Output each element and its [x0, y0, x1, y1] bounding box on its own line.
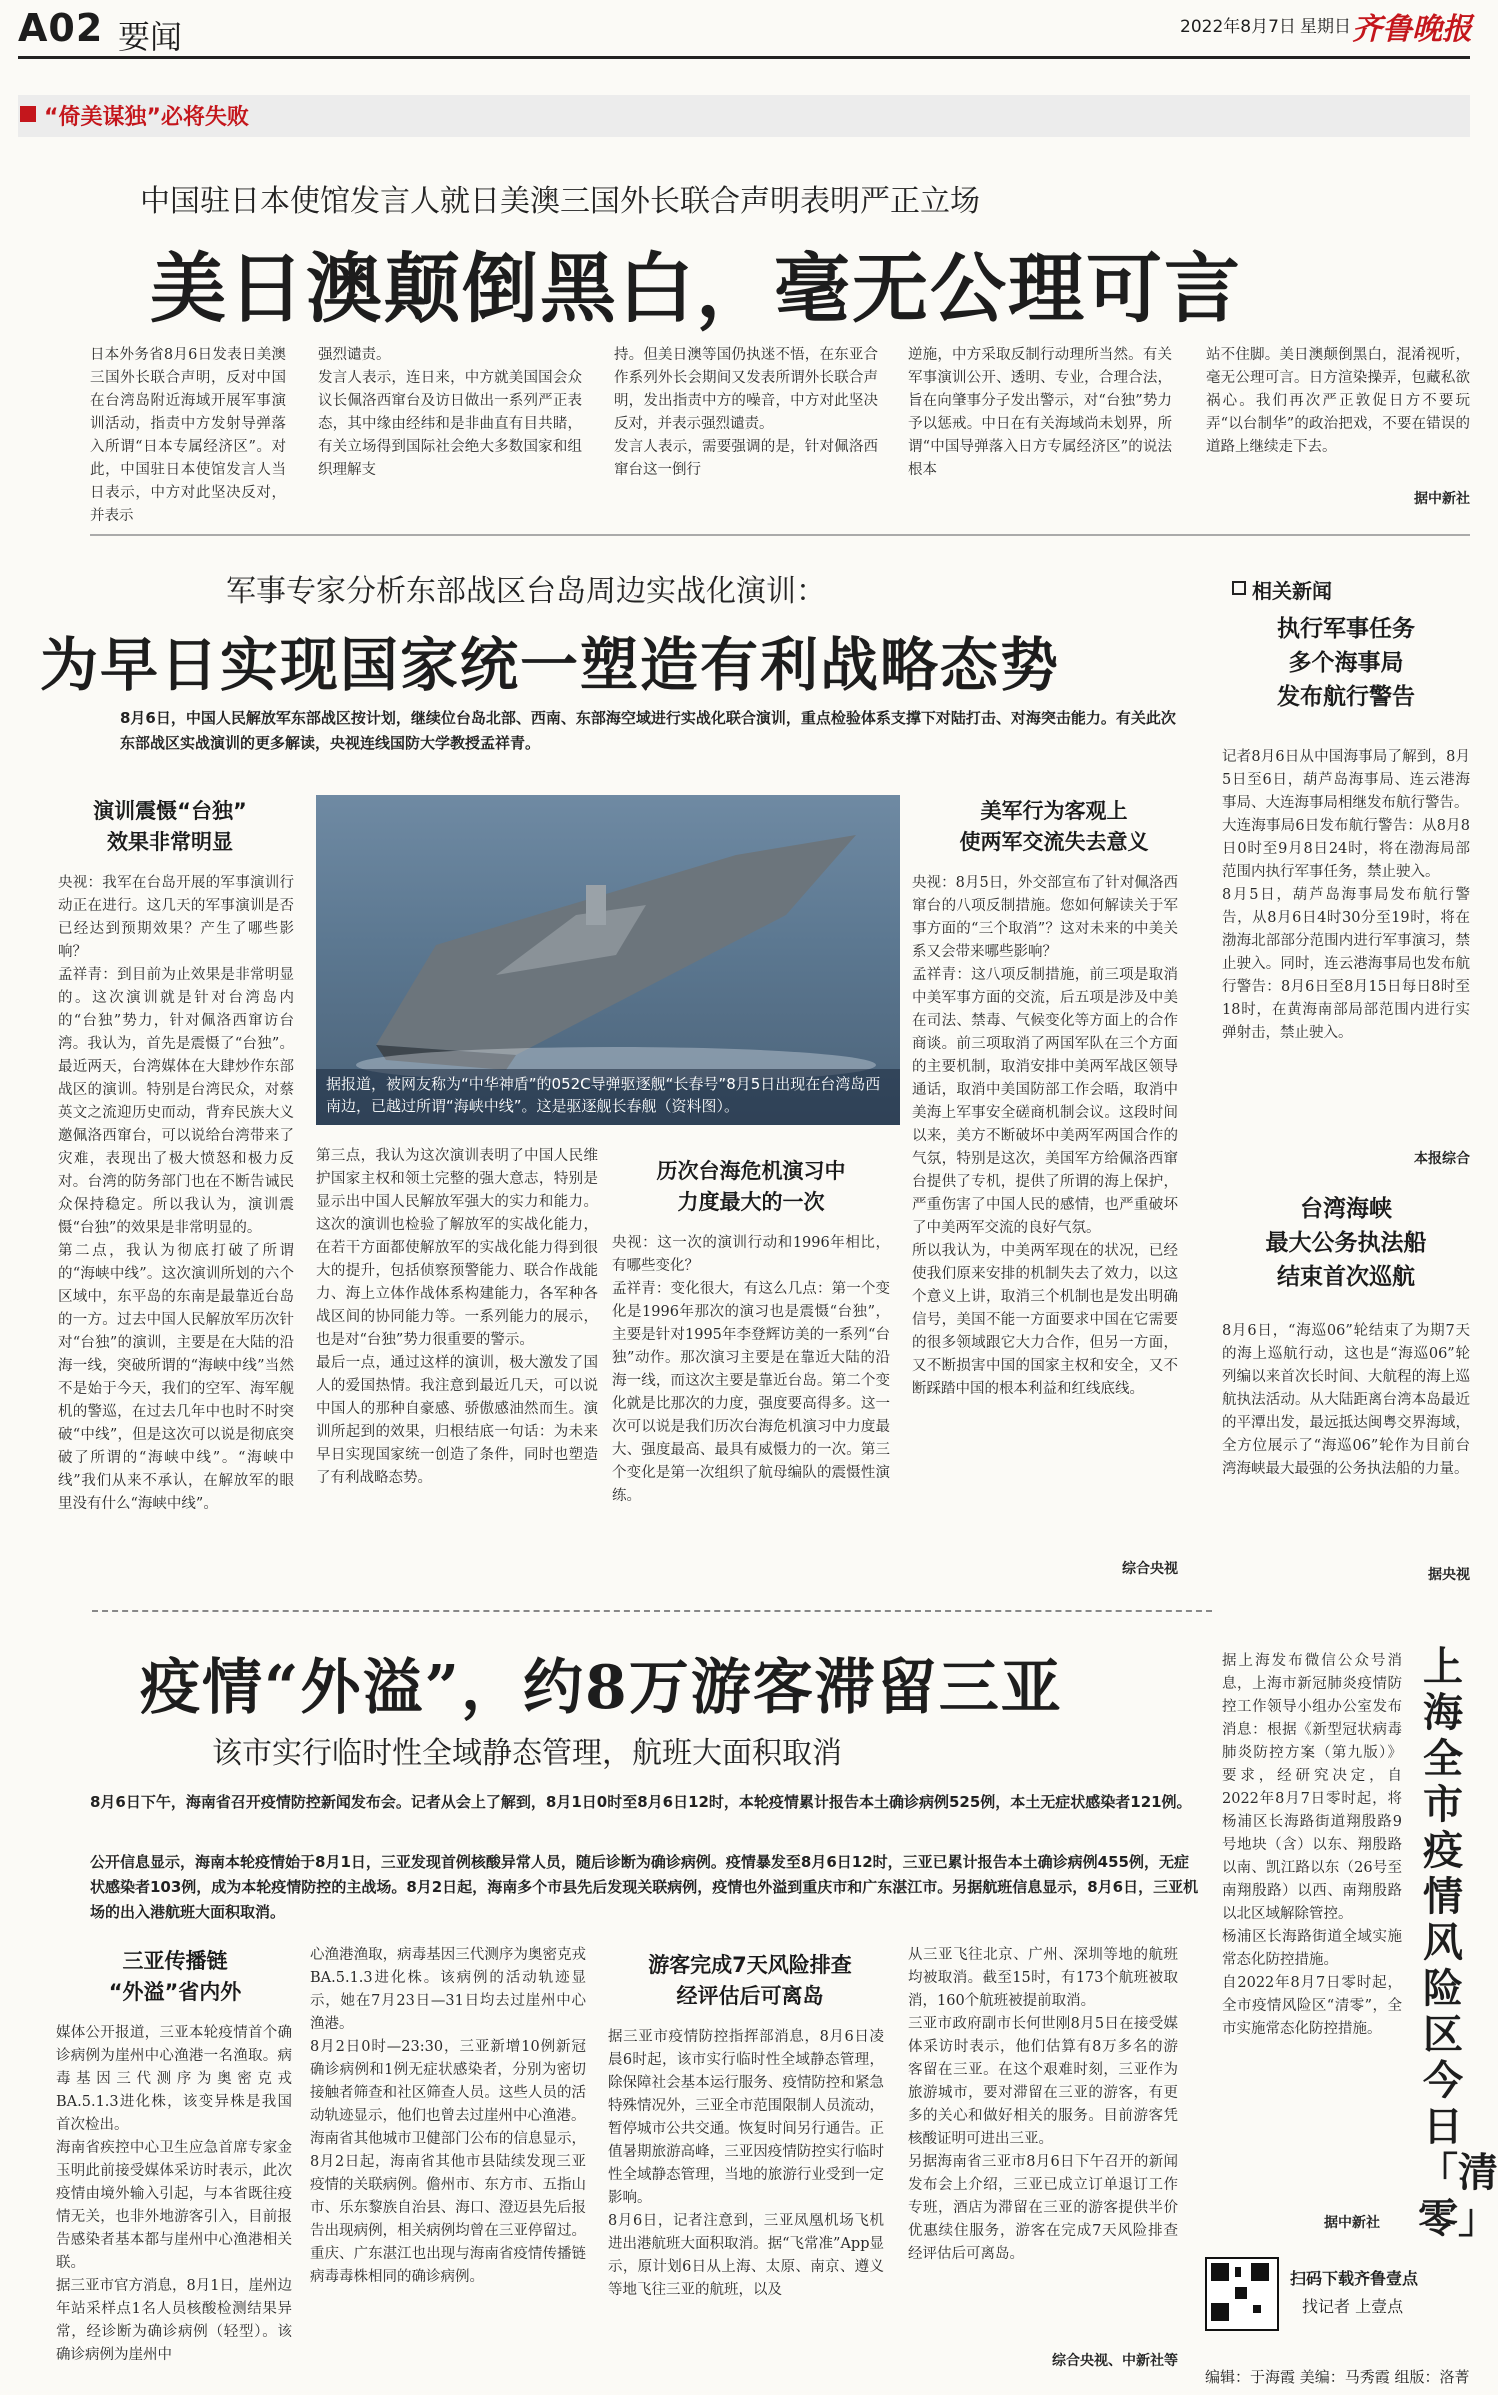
story3-credit: 综合央视、中新社等: [1052, 2353, 1178, 2369]
qr-code[interactable]: [1205, 2257, 1279, 2331]
story2-col-4: 央视：8月5日，外交部宣布了针对佩洛西窜台的八项反制措施。您如何解读关于军事方面的“三个取消”？这对未来的中美关系又会带来哪些影响？ 孟祥青：这八项反制措施，前三项是取消中美军事方面的交流，后五项是涉及中美在司法、禁毒、气候变化等方面上的合作商谈。前三项取消了两国军队在三个方面的主要机制，取消安排中美两军战区领导通话，取消中美国防部工作会晤，取消中美海上军事安全磋商机制会议。这段时间以来，美方不断破坏中美两军两国合作的气氛，特别是这次，美国军方给佩洛西窜台提供了专机，提供了所谓的海上保护，严重伤害了中国人民的感情，也严重破坏了中美两军交流的良好气氛。 所以我认为，中美两军现在的状况，已经使我们原来安排的机制失去了效力，以这个意义上讲，取消三个机制也是发出明确信号，美国不能一方面要求中国在它需要的很多领域跟它大力合作，但另一方面，又不断损害中国的国家主权和安全，又不断踩踏中国的根本利益和红线底线。: [912, 875, 1178, 1397]
story2-col-2: 第三点，我认为这次演训表明了中国人民维护国家主权和领土完整的强大意志，特别是显示出中国人民解放军强大的实力和能力。这次的演训也检验了解放军的实战化能力，在若干方面都使解放军的实战化能力得到很大的提升，包括侦察预警能力、联合作战能力、海上立体作战体系构建能力，各军种各战区间的协同能力等。一系列能力的展示，也是对“台独”势力很重要的警示。 最后一点，通过这样的演训，极大激发了国人的爱国热情。我注意到最近几天，可以说中国人的那种自豪感、骄傲感油然而生。演训所起到的效果，归根结底一句话：为未来早日实现国家统一创造了条件，同时也塑造了有利战略态势。: [316, 1148, 598, 1486]
shanghai-text: 据上海发布微信公众号消息，上海市新冠肺炎疫情防控工作领导小组办公室发布消息：根据《新型冠状病毒肺炎防控方案（第九版）》要求，经研究决定，自2022年8月7日零时起，将杨浦区长海路街道翔殷路9号地块（含）以东、翔殷路以南、凯江路以东（26号至南翔殷路）以西、南翔殷路以北区域解除管控。 杨浦区长海路街道全域实施常态化防控措施。 自2022年8月7日零时起，全市疫情风险区“清零”，全市实施常态化防控措施。: [1222, 1653, 1402, 2037]
qr-caption-1: 扫码下载齐鲁壹点: [1290, 2269, 1419, 2288]
story2-headline: 为早日实现国家统一塑造有利战略态势: [40, 631, 1061, 699]
story1-col-4: 逆施，中方采取反制行动理所当然。有关军事演训公开、透明、专业，合理合法，旨在向肇事分子发出警示，对“台独”势力予以惩戒。中日在有关海域尚未划界，所谓“中国导弹落入日方专属经济区”的说法根本: [908, 347, 1172, 478]
story3-sub-2: 游客完成7天风险排查 经评估后可离岛: [648, 1953, 852, 2008]
staff-credits: 编辑：于海霞 美编：马秀霞 组版：洛菁: [1205, 2368, 1470, 2386]
story2-col-1: 央视：我军在台岛开展的军事演训行动正在进行。这几天的军事演训是否已经达到预期效果？产生了哪些影响？ 孟祥青：到目前为止效果是非常明显的。这次演训就是针对台湾岛内的“台独”势力，针对佩洛西窜访台湾。我认为，首先是震慑了“台独”。最近两天，台湾媒体在大肆炒作东部战区的演训。特别是台湾民众，对蔡英文之流迎历史而动，背弃民族大义邀佩洛西窜台，可以说给台湾带来了灾难，表现出了极大愤怒和极力反对。台湾的防务部门也在不断告诫民众保持稳定。所以我认为，演训震慑“台独”的效果是非常明显的。 第二点，我认为彻底打破了所谓的“海峡中线”。这次演训所划的六个区域中，东平岛的东南是最靠近台岛的一方。过去中国人民解放军历次针对“台独”的演训，主要是在大陆的沿海一线，突破所谓的“海峡中线”当然不是始于今天，我们的空军、海军舰机的警巡，在过去几年中也时不时突破“中线”，但是这次可以说是彻底突破了所谓的“海峡中线”。“海峡中线”我们从来不承认，在解放军的眼里没有什么“海峡中线”。: [58, 875, 294, 1512]
banner-square-icon: [20, 106, 36, 122]
story3-sub-1: 三亚传播链 “外溢”省内外: [108, 1949, 242, 2004]
story2-credit: 综合央视: [1122, 1561, 1178, 1577]
story1-divider: [90, 534, 1470, 536]
story2-kicker: 军事专家分析东部战区台岛周边实战化演训：: [226, 574, 826, 609]
photo-caption: 据报道，被网友称为“中华神盾”的052C导弹驱逐舰“长春号”8月5日出现在台湾岛西南边，已越过所谓“海峡中线”。这是驱逐舰长春舰（资料图）。: [316, 1069, 900, 1125]
story2-col-3: 央视：这一次的演训行动和1996年相比，有哪些变化？ 孟祥青：变化很大，有这么几点：第一个变化是1996年那次的演习也是震慑“台独”，主要是针对1995年李登辉访美的一系列“台独”动作。那次演习主要是在靠近大陆的沿海一线，而这次主要是靠近台岛。第二个变化就是比那次的力度，强度要高得多。这一次可以说是我们历次台海危机演习中力度最大、强度最高、最具有威慑力的一次。第三个变化是第一次组织了航母编队的震慑性演练。: [612, 1235, 890, 1504]
story1-col-3: 持。但美日澳等国仍执迷不悟，在东亚合作系列外长会期间又发表所谓外长联合声明，发出指责中方的噪音，中方对此坚决反对，并表示强烈谴责。 发言人表示，需要强调的是，针对佩洛西窜台这一倒行: [614, 347, 878, 478]
story1-headline: 美日澳颠倒黑白，毫无公理可言: [150, 244, 1242, 333]
related-news-label: 相关新闻: [1252, 579, 1332, 603]
newspaper-logo: 齐鲁晚报: [1352, 12, 1472, 47]
story3-kicker: 该市实行临时性全域静态管理，航班大面积取消: [212, 1736, 842, 1771]
section-name: 要闻: [118, 18, 183, 56]
issue-weekday: 星期日: [1300, 17, 1351, 37]
page-number: A02: [18, 6, 104, 50]
story1-kicker: 中国驻日本使馆发言人就日美澳三国外长联合声明表明严正立场: [140, 184, 980, 219]
header-rule: [18, 56, 1470, 59]
issue-date: 2022年8月7日: [1180, 17, 1296, 37]
related-text-1: 记者8月6日从中国海事局了解到，8月5日至6日，葫芦岛海事局、连云港海事局、大连海事局相继发布航行警告。 大连海事局6日发布航行警告：从8月8日0时至9月8日24时，将在渤海局部范围内执行军事任务，禁止驶入。 8月5日，葫芦岛海事局发布航行警告，从8月6日4时30分至19时，将在渤海北部部分范围内进行军事演习，禁止驶入。同时，连云港海事局也发布航行警告：8月6日至8月15日每日8时至18时，在黄海南部局部范围内进行实弹射击，禁止驶入。: [1222, 749, 1470, 1041]
related-title-1: 执行军事任务 多个海事局 发布航行警告: [1277, 616, 1415, 710]
story1-col-5: 站不住脚。美日澳颠倒黑白，混淆视听，毫无公理可言。日方渲染操弄，包藏私欲祸心。我们再次严正敦促日方不要玩弄“以台制华”的政治把戏，不要在错误的道路上继续走下去。: [1206, 347, 1470, 455]
story3-col-4: 从三亚飞往北京、广州、深圳等地的航班均被取消。截至15时，有173个航班被取消，160个航班被提前取消。 三亚市政府副市长何世刚8月5日在接受媒体采访时表示，他们估算有8万多名的游客留在三亚。在这个艰难时刻，三亚作为旅游城市，要对滞留在三亚的游客，有更多的关心和做好相关的服务。目前游客凭核酸证明可进出三亚。 另据海南省三亚市8月6日下午召开的新闻发布会上介绍，三亚已成立订单退订工作专班，酒店为滞留在三亚的游客提供半价优惠续住服务，游客在完成7天风险排查经评估后可离岛。: [908, 1947, 1178, 2262]
story1-col-2: 强烈谴责。 发言人表示，连日来，中方就美国国会众议长佩洛西窜台及访日做出一系列严正表态，其中缘由经纬和是非曲直有目共睹，有关立场得到国际社会绝大多数国家和组织理解支: [318, 347, 582, 478]
section-dash-divider: [92, 1610, 1212, 1612]
related-news-icon: [1232, 581, 1246, 595]
related-title-2: 台湾海峡 最大公务执法船 结束首次巡航: [1265, 1196, 1427, 1290]
story3-col-3: 据三亚市疫情防控指挥部消息，8月6日凌晨6时起，该市实行临时性全域静态管理，除保障社会基本运行服务、疫情防控和紧急特殊情况外，三亚全市范围限制人员流动，暂停城市公共交通。恢复时间另行通告。正值暑期旅游高峰，三亚因疫情防控实行临时性全域静态管理，当地的旅游行业受到一定影响。 8月6日，记者注意到，三亚凤凰机场飞机进出港航班大面积取消。据“飞常准”App显示，原计划6日从上海、太原、南京、遵义等地飞往三亚的航班，以及: [608, 2029, 884, 2298]
story3-headline: 疫情“外溢”，约8万游客滞留三亚: [140, 1653, 1063, 1723]
related-credit-2: 据央视: [1428, 1567, 1470, 1583]
story1-credit: 据中新社: [1414, 491, 1470, 507]
shanghai-credit: 据中新社: [1324, 2215, 1380, 2231]
story2-sub-3: 美军行为客观上 使两军交流失去意义: [959, 799, 1149, 854]
story3-col-2: 心渔港渔取，病毒基因三代测序为奥密克戎BA.5.1.3进化株。该病例的活动轨迹显示，她在7月23日—31日均去过崖州中心渔港。 8月2日0时—23:30，三亚新增10例新冠确诊病例和1例无症状感染者，分别为密切接触者筛查和社区筛查人员。这些人员的活动轨迹显示，他们也曾去过崖州中心渔港。 海南省其他城市卫健部门公布的信息显示，8月2日起，海南省其他市县陆续发现三亚疫情的关联病例。儋州市、东方市、五指山市、乐东黎族自治县、海口、澄迈县先后报告出现病例，相关病例均曾在三亚停留过。重庆、广东湛江也出现与海南省疫情传播链病毒毒株相同的确诊病例。: [310, 1947, 586, 2285]
story3-col-1: 媒体公开报道，三亚本轮疫情首个确诊病例为崖州中心渔港一名渔取。病毒基因三代测序为奥密克戎BA.5.1.3进化株，该变异株是我国首次检出。 海南省疾控中心卫生应急首席专家金玉明此前接受媒体采访时表示，此次疫情由境外输入引起，与本省既往疫情无关，也非外地游客引入，目前报告感染者基本都与崖州中心渔港相关联。 据三亚市官方消息，8月1日，崖州边年站采样点1名人员核酸检测结果异常，经诊断为确诊病例（轻型）。该确诊病例为崖州中: [56, 2025, 292, 2363]
story3-lead-2: 公开信息显示，海南本轮疫情始于8月1日，三亚发现首例核酸异常人员，随后诊断为确诊病例。疫情暴发至8月6日12时，三亚已累计报告本土确诊病例455例，无症状感染者103例，成为本轮疫情防控的主战场。8月2日起，海南多个市县先后发现关联病例，疫情也外溢到重庆市和广东湛江市。另据航班信息显示，8月6日，三亚机场的出入港航班大面积取消。: [90, 1853, 1199, 1921]
qr-caption-2: 找记者 上壹点: [1302, 2297, 1404, 2316]
story2-sub-2: 历次台海危机演习中 力度最大的一次: [656, 1159, 846, 1214]
related-credit-1: 本报综合: [1414, 1151, 1470, 1167]
story2-lead: 8月6日，中国人民解放军东部战区按计划，继续位台岛北部、西南、东部海空域进行实战化联合演训，重点检验体系支撑下对陆打击、对海突击能力。有关此次东部战区实战演训的更多解读，央视连线国防大学教授孟祥青。: [120, 709, 1176, 752]
related-text-2: 8月6日，“海巡06”轮结束了为期7天的海上巡航行动，这也是“海巡06”轮列编以来首次长时间、大航程的海上巡航执法活动。从大陆距离台湾本岛最近的平潭出发，最远抵达闽粤交界海域，全方位展示了“海巡06”轮作为目前台湾海峡最大最强的公务执法船的力量。: [1222, 1323, 1470, 1477]
shanghai-title: 上海全市疫情风险区今日「清零」: [1418, 1643, 1498, 2242]
story1-col-1: 日本外务省8月6日发表日美澳三国外长联合声明，反对中国在台湾岛附近海域开展军事演训活动，指责中方发射导弹落入所谓“日本专属经济区”。对此，中国驻日本使馆发言人当日表示，中方对此坚决反对，并表示: [90, 347, 286, 524]
banner-text: “倚美谋独”必将失败: [44, 105, 249, 130]
story3-lead-1: 8月6日下午，海南省召开疫情防控新闻发布会。记者从会上了解到，8月1日0时至8月6日12时，本轮疫情累计报告本土确诊病例525例，本土无症状感染者121例。: [90, 1793, 1192, 1811]
story2-sub-1: 演训震慑“台独” 效果非常明显: [93, 799, 247, 854]
